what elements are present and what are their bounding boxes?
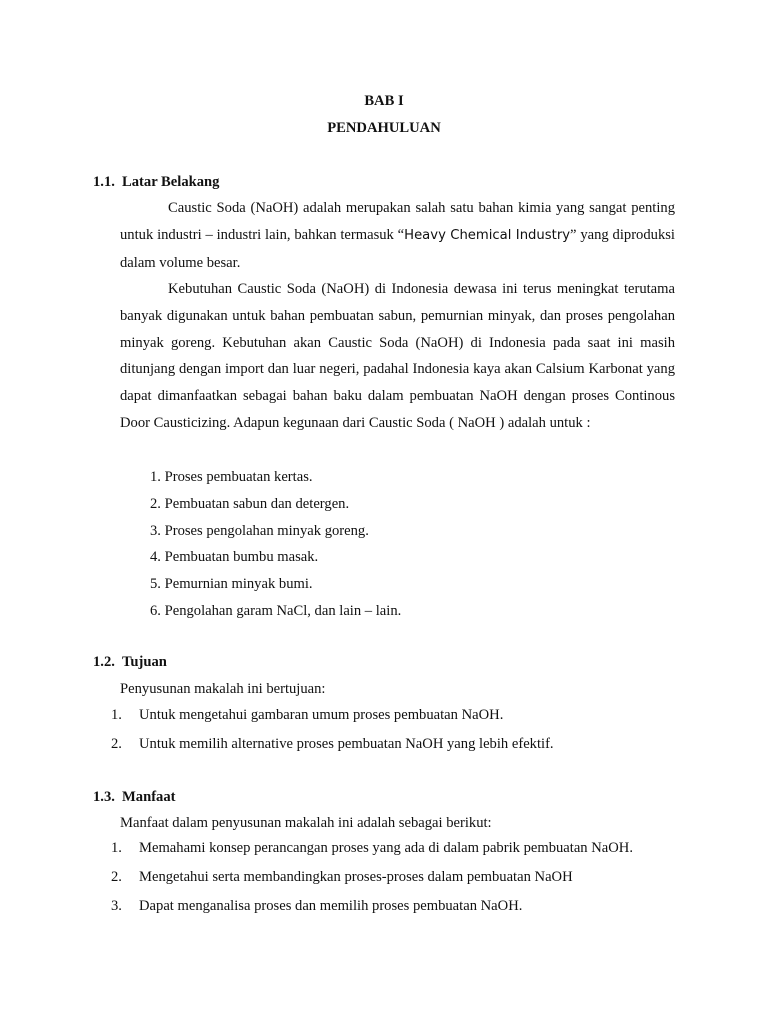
- section-number: 1.3.: [93, 789, 115, 805]
- paragraph-text: Kebutuhan Caustic Soda (NaOH) di Indonesia dewasa ini terus meningkat terutama banyak digunakan untuk bahan pembuatan sabun, pemurnian minyak, dan proses pengolahan minyak goreng. Kebutuhan akan Caustic Soda (NaOH) di Indonesia pada saat ini masih ditunjang dengan import dan luar negeri, padahal Indonesia kaya akan Calsium Karbonat yang dapat dimanfaatkan sebagai bahan baku dalam pembuatan NaOH dengan proses Continous Door Causticizing. Adapun kegunaan dari Caustic Soda ( NaOH ) adalah untuk :: [120, 281, 675, 431]
- section-title: Manfaat: [122, 789, 176, 805]
- list-item: 3. Proses pengolahan minyak goreng.: [150, 522, 369, 539]
- paragraph-text: ” yang diproduksi dalam volume besar.: [120, 226, 675, 271]
- chapter-title: PENDAHULUAN: [327, 120, 441, 136]
- list-item: 6. Pengolahan garam NaCl, dan lain – lain.: [150, 602, 402, 619]
- section-intro: Manfaat dalam penyusunan makalah ini adalah sebagai berikut:: [120, 815, 492, 831]
- list-item: 2. Pembuatan sabun dan detergen.: [150, 495, 350, 512]
- objectives-list: [111, 701, 554, 759]
- list-item: 1. Memahami konsep perancangan proses yang ada di dalam pabrik pembuatan NaOH.: [111, 840, 633, 856]
- section-title: Latar Belakang: [122, 174, 220, 190]
- section-number: 1.1.: [93, 174, 115, 190]
- section-number: 1.2.: [93, 654, 115, 670]
- section-heading-manfaat: [93, 789, 176, 806]
- list-item: 2. Mengetahui serta membandingkan proses-proses dalam pembuatan NaOH: [111, 869, 573, 885]
- list-item: 1. Untuk mengetahui gambaran umum proses pembuatan NaOH.: [111, 707, 504, 723]
- paragraph-emphasis: Heavy Chemical Industry: [404, 227, 571, 243]
- section-title: Tujuan: [122, 654, 167, 670]
- list-item: 2. Untuk memilih alternative proses pembuatan NaOH yang lebih efektif.: [111, 736, 554, 752]
- paragraph-kebutuhan: [120, 276, 675, 437]
- paragraph-caustic-soda: [120, 195, 675, 276]
- section-heading-latar-belakang: [93, 174, 219, 191]
- paragraph-text: Caustic Soda (NaOH) adalah merupakan salah satu bahan kimia yang sangat penting untuk industri – industri lain, bahkan termasuk “: [120, 200, 675, 243]
- list-item: 5. Pemurnian minyak bumi.: [150, 576, 313, 593]
- section-intro: Penyusunan makalah ini bertujuan:: [120, 681, 326, 697]
- list-item: 4. Pembuatan bumbu masak.: [150, 549, 319, 566]
- benefits-list: [111, 834, 633, 921]
- uses-list: [150, 464, 401, 625]
- section-heading-tujuan: [93, 654, 167, 671]
- list-item: 1. Proses pembuatan kertas.: [150, 469, 313, 485]
- chapter-number: BAB I: [364, 93, 404, 109]
- list-item: 3. Dapat menganalisa proses dan memilih proses pembuatan NaOH.: [111, 898, 523, 914]
